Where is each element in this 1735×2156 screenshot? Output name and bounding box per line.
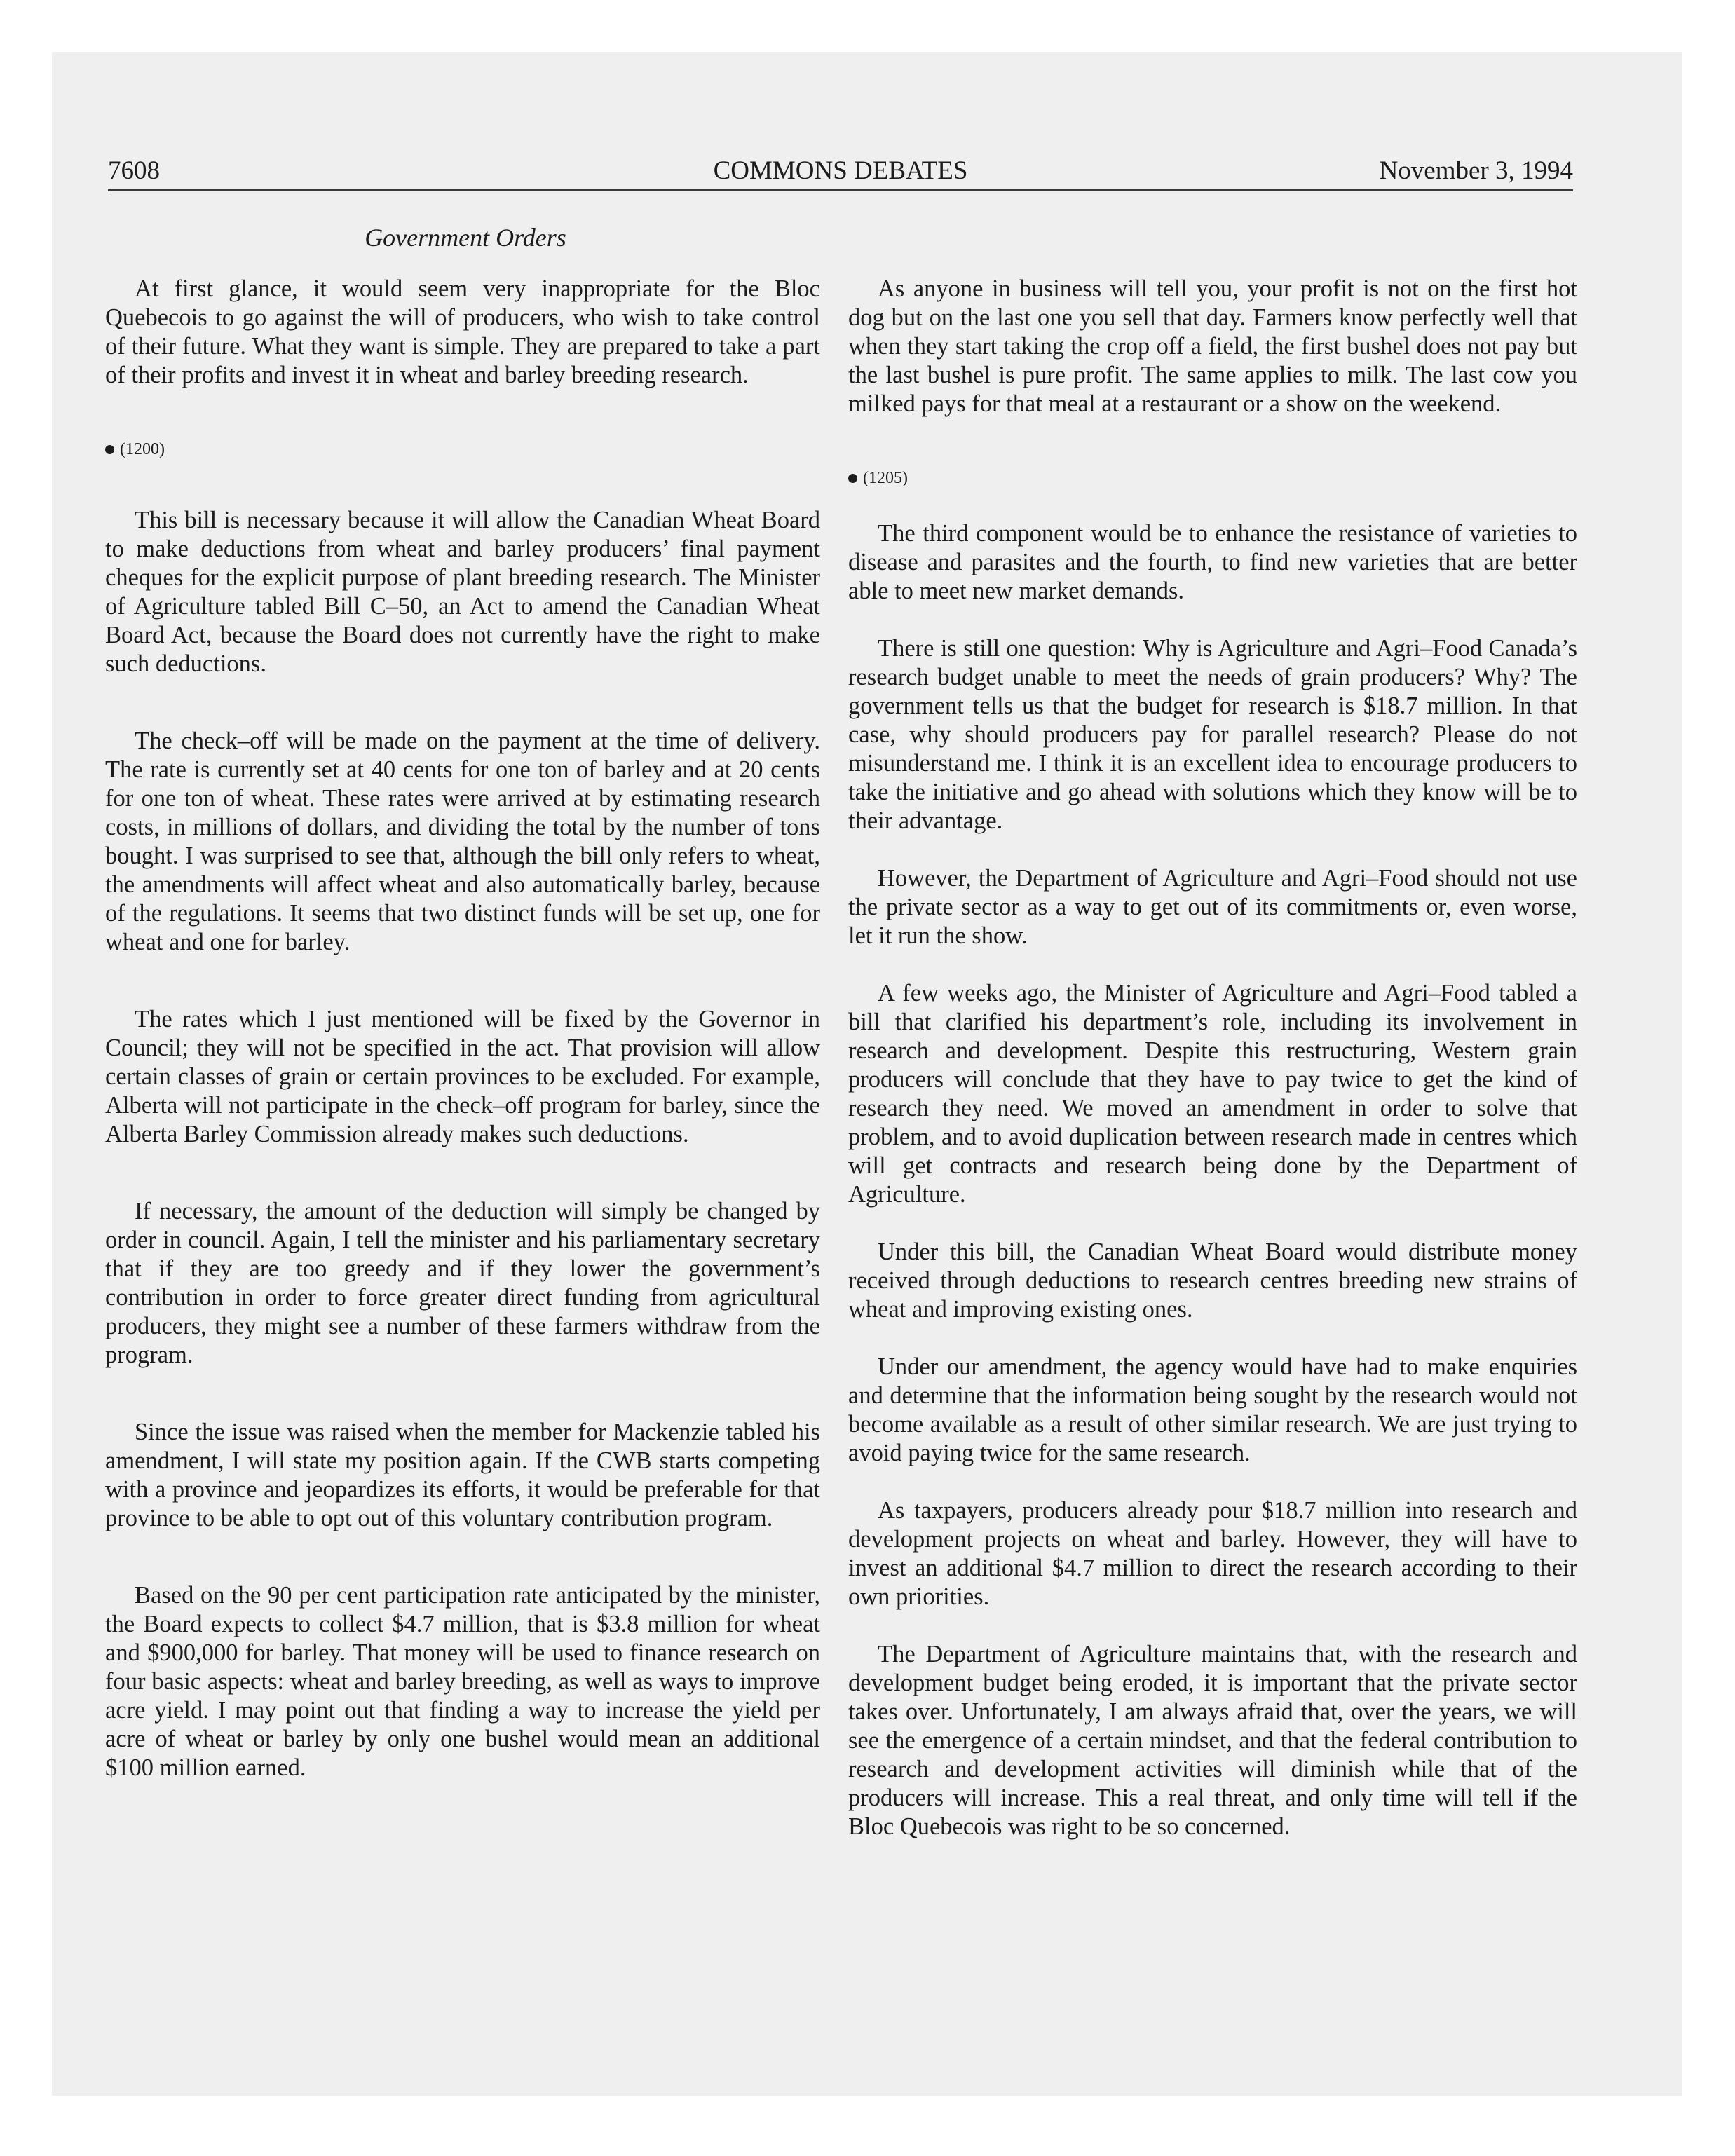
bullet-icon — [105, 445, 114, 454]
paragraph: There is still one question: Why is Agriculture and Agri–Food Canada’s research budget unable to meet the needs of grain producers? Why? The government tells us that the budget for research is $18.7 million. In that case, why should producers pay for parallel research? Please do not misunderstand me. I think it is an excellent idea to encourage producers to take the initiative and go ahead with solutions which they know will be to their advantage. — [848, 635, 1577, 834]
page-header — [108, 157, 1573, 191]
paragraph: The third component would be to enhance the resistance of varieties to disease and parasites and the fourth, to find new varieties that are better able to meet new market demands. — [848, 520, 1577, 604]
page-number: 7608 — [108, 156, 160, 185]
time-marker-label: (1205) — [863, 469, 908, 487]
paragraph: However, the Department of Agriculture and Agri–Food should not use the private sector as a way to get out of its commitments or, even worse, let it run the show. — [848, 865, 1577, 949]
publication-date: November 3, 1994 — [1379, 156, 1573, 185]
time-marker-label: (1200) — [120, 440, 165, 458]
bullet-icon — [848, 474, 857, 483]
paragraph: As taxpayers, producers already pour $18.7 million into research and development projects on wheat and barley. However, they will have to invest an additional $4.7 million to direct the research according to their own priorities. — [848, 1497, 1577, 1610]
paragraph: As anyone in business will tell you, your profit is not on the first hot dog but on the last one you sell that day. Farmers know perfectly well that when they start taking the crop off a field, the first bushel does not pay but the last bushel is pure profit. The same applies to milk. The last cow you milked pays for that meal at a restaurant or a show on the weekend. — [848, 275, 1577, 417]
publication-title: COMMONS DEBATES — [713, 156, 968, 185]
time-marker — [848, 468, 1577, 489]
paragraph: Based on the 90 per cent participation rate anticipated by the minister, the Board expects to collect $4.7 million, that is $3.8 million for wheat and $900,000 for barley. That money will be used to finance research on four basic aspects: wheat and barley breeding, as well as ways to improve acre yield. I may point out that finding a way to increase the yield per acre of wheat or barley by only one bushel would mean an additional $100 million earned. — [105, 1582, 820, 1781]
paragraph: This bill is necessary because it will allow the Canadian Wheat Board to make deductions from wheat and barley producers’ final payment cheques for the explicit purpose of plant breeding research. The Minister of Agriculture tabled Bill C–50, an Act to amend the Canadian Wheat Board Act, because the Board does not currently have the right to make such deductions. — [105, 507, 820, 677]
time-marker — [105, 439, 820, 460]
right-column — [848, 275, 1577, 1841]
paragraph: If necessary, the amount of the deduction will simply be changed by order in council. Again, I tell the minister and his parliamentary secretary that if they are too greedy and if they lower the government’s contribution in order to force greater direct funding from agricultural producers, they might see a number of these farmers withdraw from the program. — [105, 1198, 820, 1368]
paragraph: The rates which I just mentioned will be fixed by the Governor in Council; they will not be specified in the act. That provision will allow certain classes of grain or certain provinces to be excluded. For example, Alberta will not participate in the check–off program for barley, since the Alberta Barley Commission already makes such deductions. — [105, 1006, 820, 1147]
paragraph: The Department of Agriculture maintains that, with the research and development budget being eroded, it is important that the private sector takes over. Unfortunately, I am always afraid that, over the years, we will see the emergence of a certain mindset, and that the federal contribution to research and development activities will diminish while that of the producers will increase. This a real threat, and only time will tell if the Bloc Quebecois was right to be so concerned. — [848, 1641, 1577, 1840]
paragraph: Under this bill, the Canadian Wheat Board would distribute money received through deductions to research centres breeding new strains of wheat and improving existing ones. — [848, 1239, 1577, 1323]
paragraph: A few weeks ago, the Minister of Agriculture and Agri–Food tabled a bill that clarified his department’s role, including its involvement in research and development. Despite this restructuring, Western grain producers will conclude that they have to pay twice to get the kind of research they need. We moved an amendment in order to solve that problem, and to avoid duplication between research made in centres which will get contracts and research being done by the Department of Agriculture. — [848, 980, 1577, 1208]
paragraph: The check–off will be made on the payment at the time of delivery. The rate is currently set at 40 cents for one ton of barley and at 20 cents for one ton of wheat. These rates were arrived at by estimating research costs, in millions of dollars, and dividing the total by the number of tons bought. I was surprised to see that, although the bill only refers to wheat, the amendments will affect wheat and also automatically barley, because of the regulations. It seems that two distinct funds will be set up, one for wheat and one for barley. — [105, 728, 820, 955]
paragraph: At first glance, it would seem very inappropriate for the Bloc Quebecois to go against the will of producers, who wish to take control of their future. What they want is simple. They are prepared to take a part of their profits and invest it in wheat and barley breeding research. — [105, 275, 820, 388]
section-title: Government Orders — [365, 224, 566, 252]
left-column — [105, 275, 820, 1782]
paragraph: Under our amendment, the agency would have had to make enquiries and determine that the information being sought by the research would not become available as a result of other similar research. We are just trying to avoid paying twice for the same research. — [848, 1353, 1577, 1466]
paragraph: Since the issue was raised when the member for Mackenzie tabled his amendment, I will state my position again. If the CWB starts competing with a province and jeopardizes its efforts, it would be preferable for that province to be able to opt out of this voluntary contribution program. — [105, 1419, 820, 1531]
